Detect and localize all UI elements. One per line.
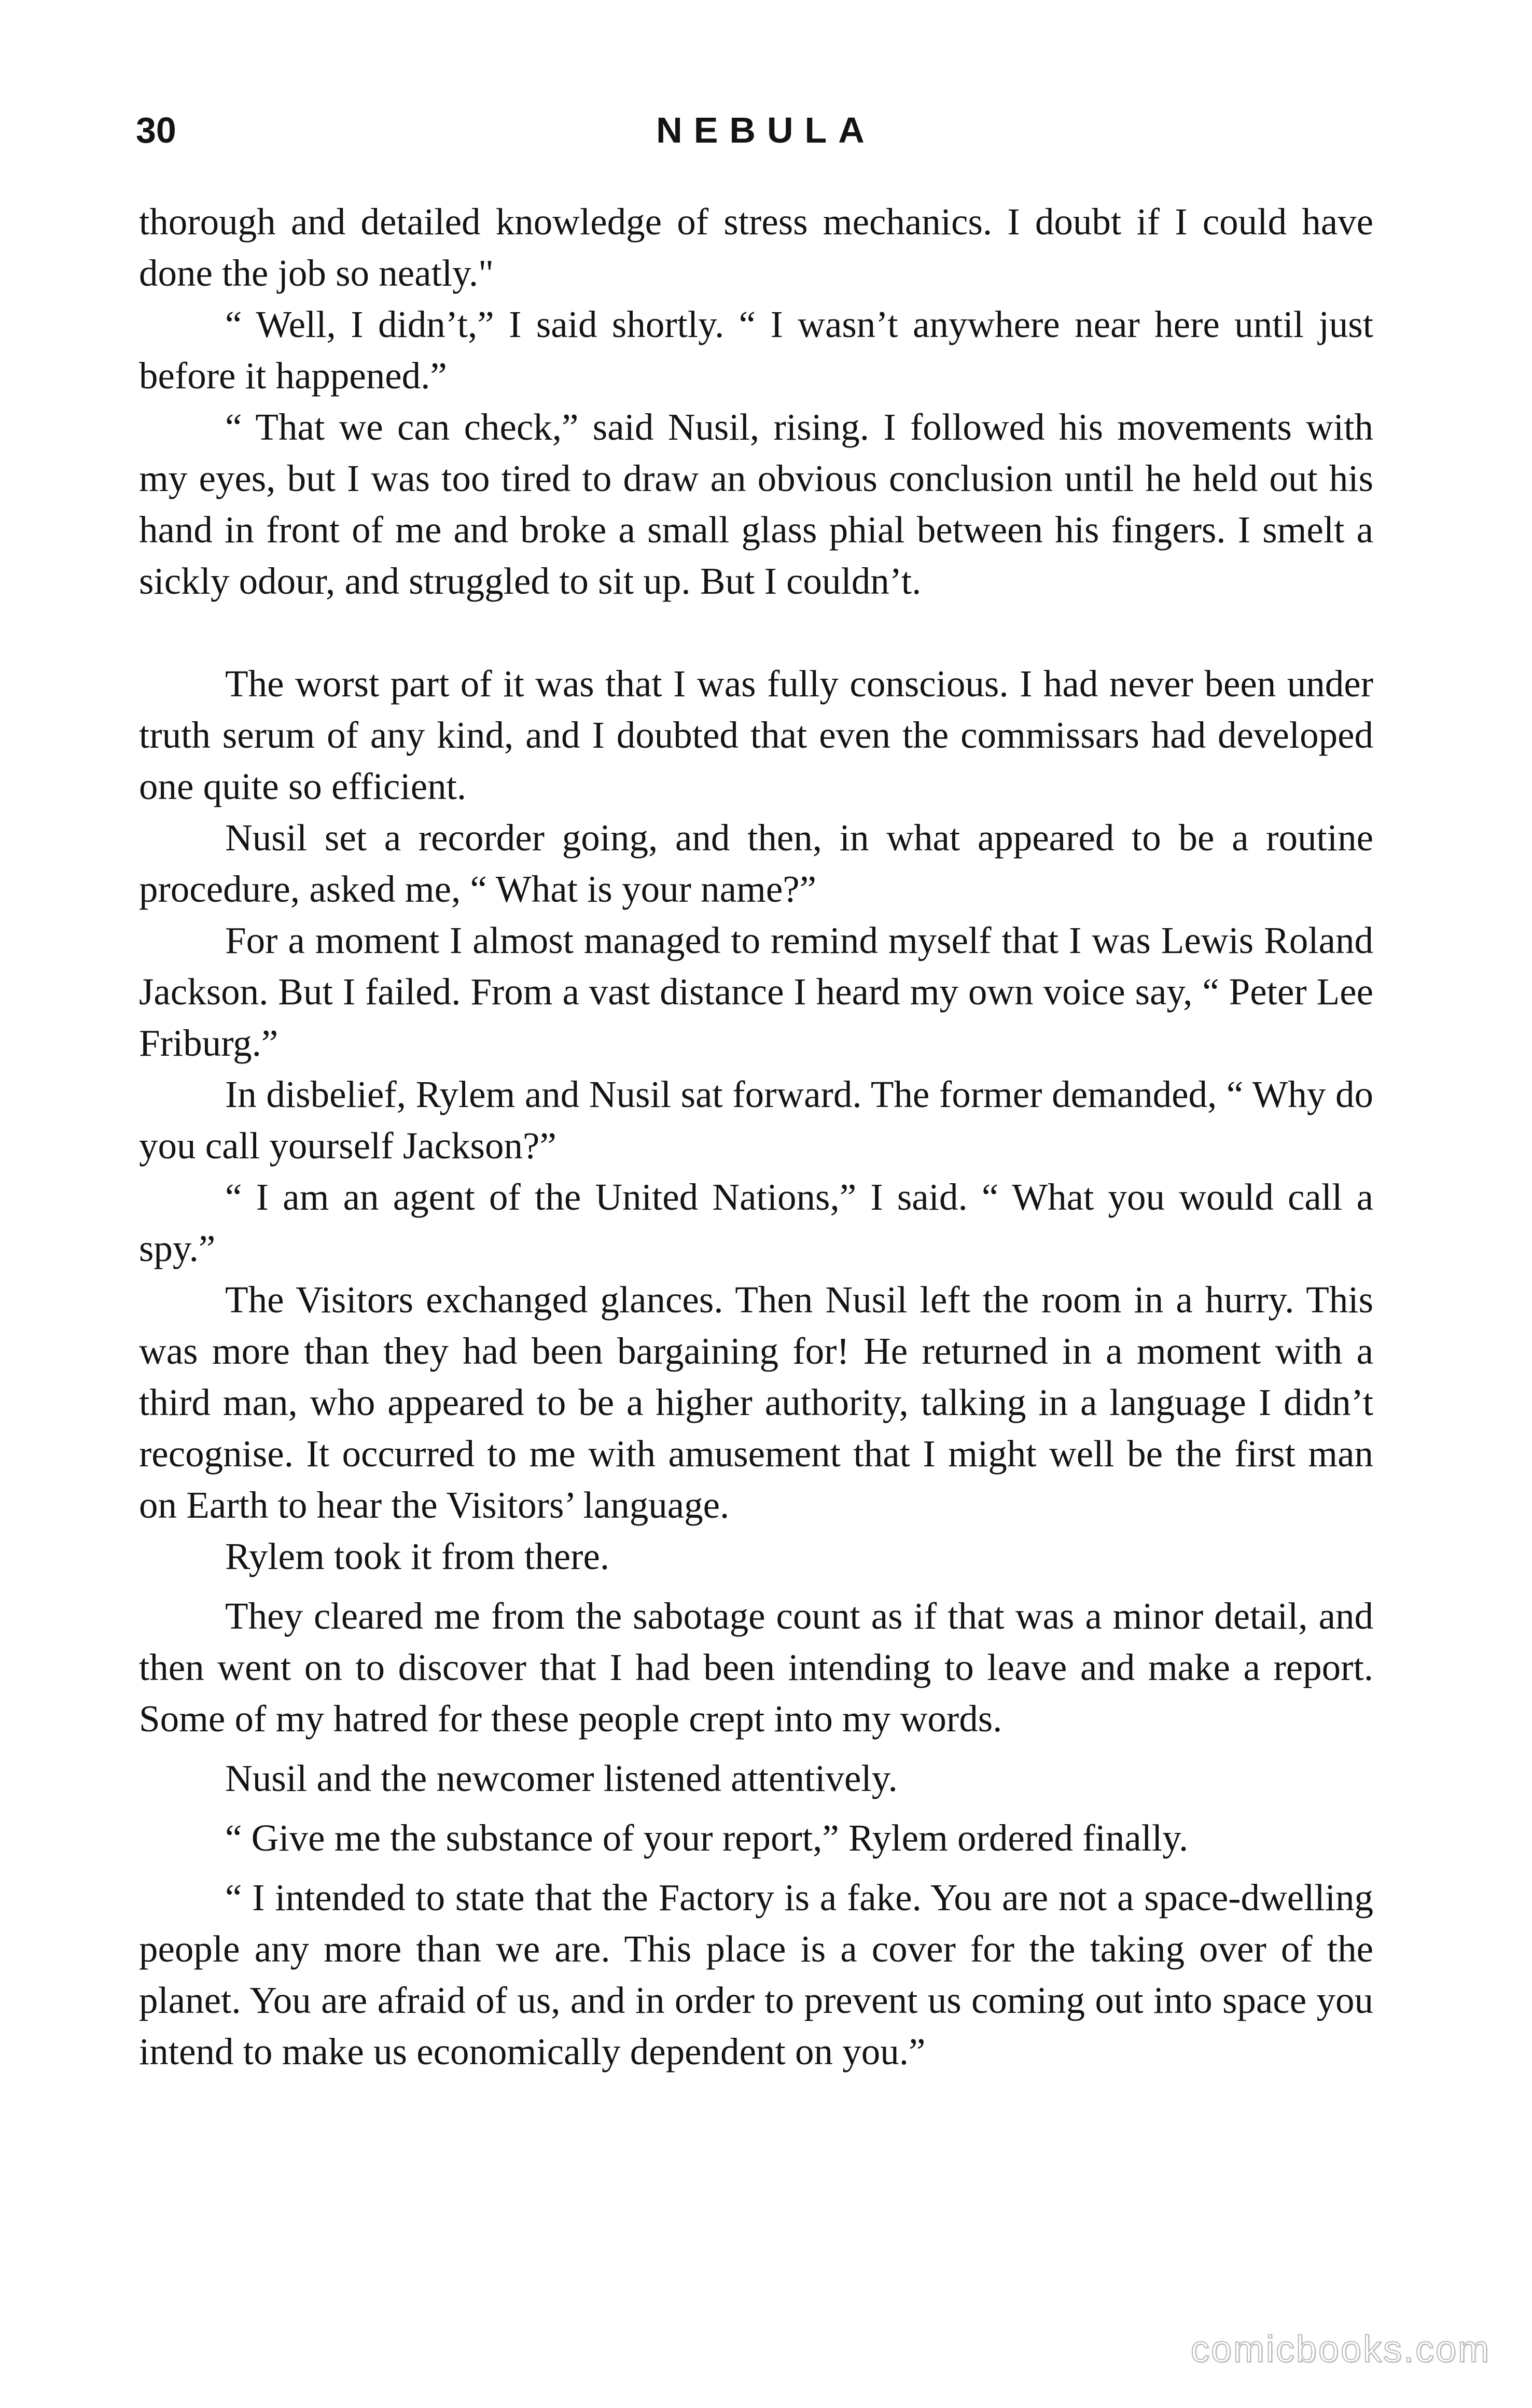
page-header — [136, 102, 1396, 169]
paragraph: “ Give me the substance of your report,” Rylem ordered finally. — [225, 1817, 1189, 1859]
paragraph: “ Well, I didn’t,” I said shortly. “ I wasn’t anywhere near here until just before it happened.” — [139, 303, 1373, 397]
paragraph: thorough and detailed knowledge of stress mechanics. I doubt if I could have done the job so neatly." — [139, 201, 1373, 294]
paragraph: “ I intended to state that the Factory is a fake. You are not a space-dwelling people any more than we are. This place is a cover for the taking over of the planet. You are afraid of us, and in order to prevent us coming out into space you intend to make us economically dependent on you.” — [139, 1877, 1373, 2073]
paragraph: Rylem took it from there. — [225, 1535, 610, 1577]
page-number: 30 — [136, 110, 176, 150]
paragraph: Nusil set a recorder going, and then, in what appeared to be a routine procedure, asked me, “ What is your name?” — [139, 817, 1373, 910]
paragraph: In disbelief, Rylem and Nusil sat forward. The former demanded, “ Why do you call yourself Jackson?” — [139, 1073, 1373, 1167]
paragraph: For a moment I almost managed to remind myself that I was Lewis Roland Jackson. But I failed. From a vast distance I heard my own voice say, “ Peter Lee Friburg.” — [139, 919, 1373, 1064]
paragraph: “ I am an agent of the United Nations,” I said. “ What you would call a spy.” — [139, 1176, 1373, 1269]
paragraph: “ That we can check,” said Nusil, rising. I followed his movements with my eyes, but I was too tired to draw an obvious conclusion until he held out his hand in front of me and broke a small glass phial between his fingers. I smelt a sickly odour, and struggled to sit up. But I couldn’t. — [139, 406, 1373, 602]
paragraph: Nusil and the newcomer listened attentively. — [225, 1757, 898, 1799]
paragraph: The worst part of it was that I was fully conscious. I had never been under truth serum of any kind, and I doubted that even the commissars had developed one quite so efficient. — [139, 663, 1373, 807]
watermark: comicbooks.com — [1190, 2329, 1491, 2370]
running-head: NEBULA — [656, 110, 876, 150]
paragraph: They cleared me from the sabotage count as if that was a minor detail, and then went on to discover that I had been intending to leave and make a report. Some of my hatred for these people crept into my words. — [139, 1595, 1373, 1740]
body-text — [139, 196, 1373, 2077]
paragraph: The Visitors exchanged glances. Then Nusil left the room in a hurry. This was more than they had been bargaining for! He returned in a moment with a third man, who appeared to be a higher authority, talking in a language I didn’t recognise. It occurred to me with amusement that I might well be the first man on Earth to hear the Visitors’ language. — [139, 1279, 1373, 1526]
